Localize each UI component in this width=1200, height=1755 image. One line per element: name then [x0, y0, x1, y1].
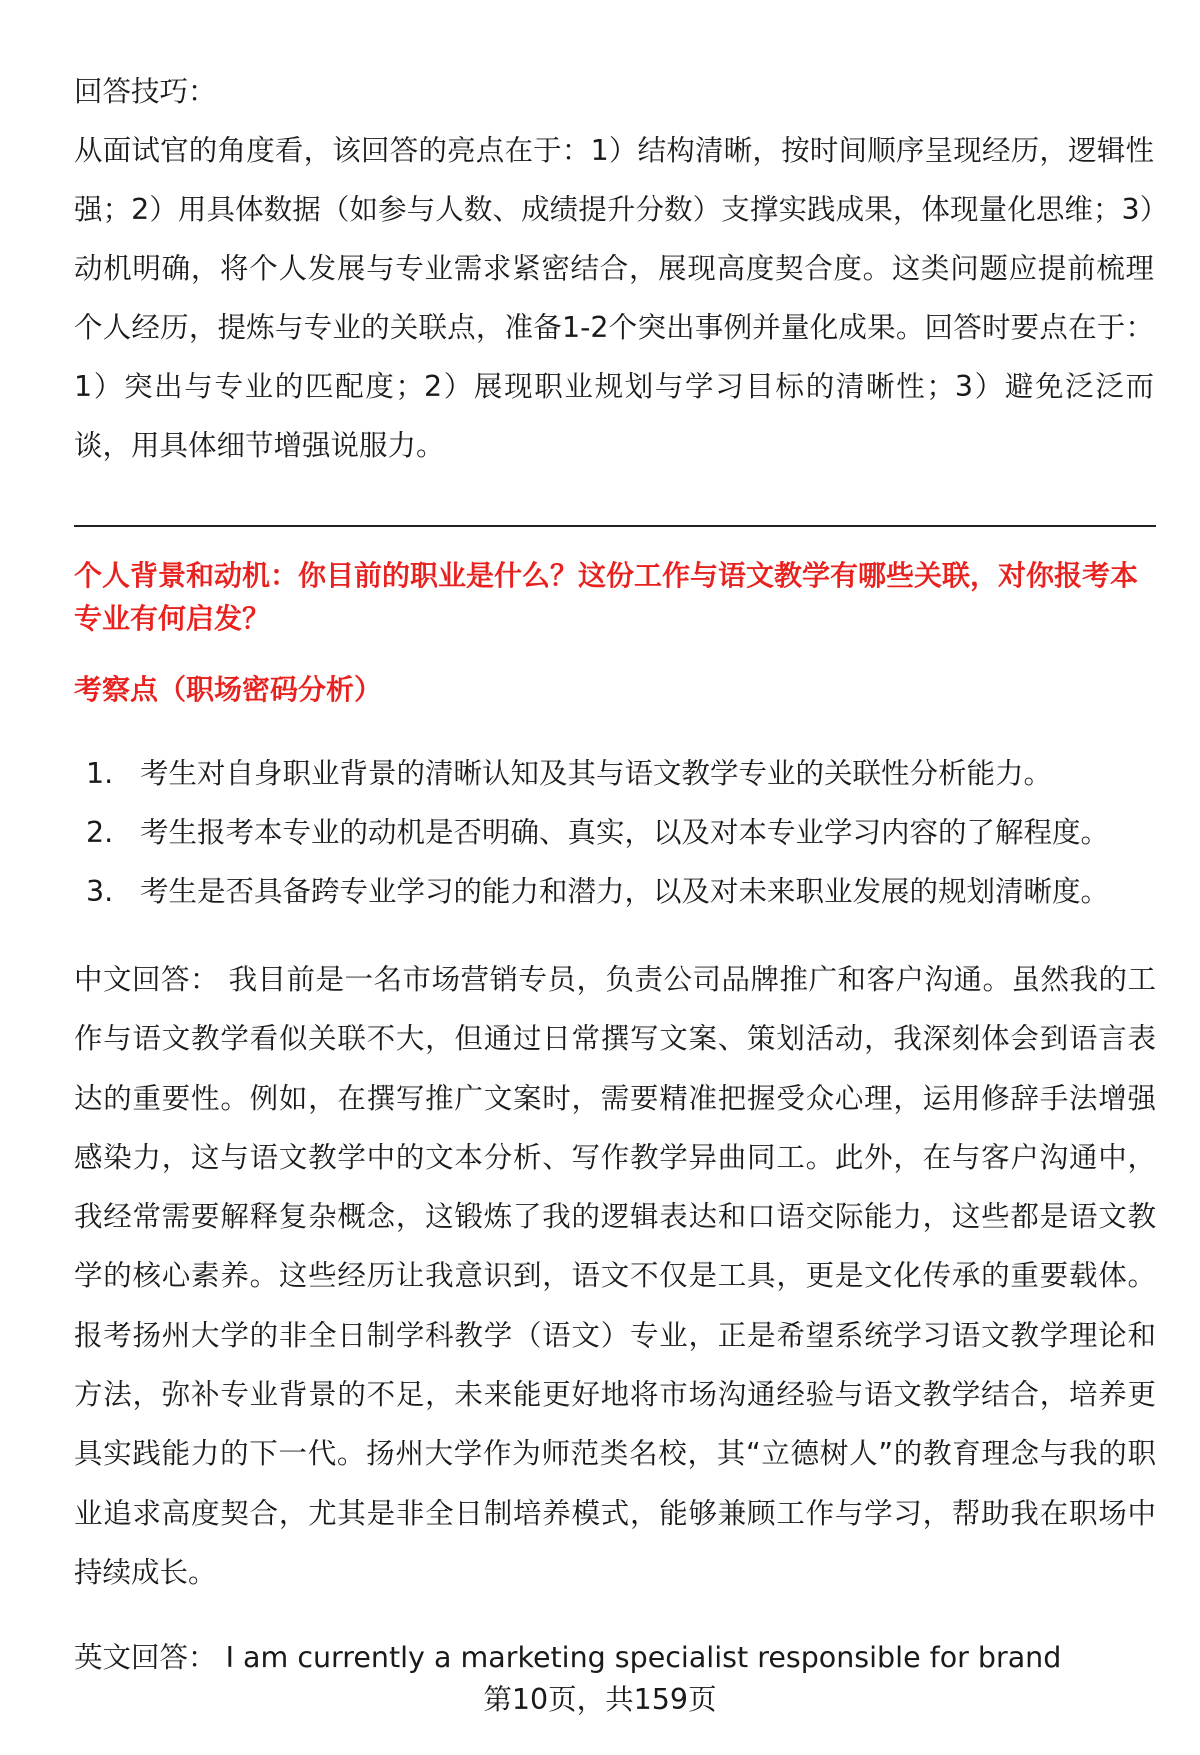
page-number: 第10页，共159页	[483, 1683, 717, 1716]
tips-section	[74, 62, 1154, 475]
question-title: 个人背景和动机：你目前的职业是什么？这份工作与语文教学有哪些关联，对你报考本专业有何启发？	[74, 559, 1139, 635]
assessment-points-list	[74, 744, 1164, 921]
english-answer	[74, 1638, 1164, 1678]
section-divider	[74, 525, 1156, 527]
list-item-text: 考生是否具备跨专业学习的能力和潜力，以及对未来职业发展的规划清晰度。	[140, 875, 1110, 908]
english-answer-label: 英文回答：	[74, 1641, 217, 1674]
list-item-number: 1.	[86, 757, 114, 790]
chinese-answer-body: 我目前是一名市场营销专员，负责公司品牌推广和客户沟通。虽然我的工作与语文教学看似关联不大，但通过日常撰写文案、策划活动，我深刻体会到语言表达的重要性。例如，在撰写推广文案时，需要精准把握受众心理，运用修辞手法增强感染力，这与语文教学中的文本分析、写作教学异曲同工。此外，在与客户沟通中，我经常需要解释复杂概念，这锻炼了我的逻辑表达和口语交际能力，这些都是语文教学的核心素养。这些经历让我意识到，语文不仅是工具，更是文化传承的重要载体。报考扬州大学的非全日制学科教学（语文）专业，正是希望系统学习语文教学理论和方法，弥补专业背景的不足，未来能更好地将市场沟通经验与语文教学结合，培养更具实践能力的下一代。扬州大学作为师范类名校，其“立德树人”的教育理念与我的职业追求高度契合，尤其是非全日制培养模式，能够兼顾工作与学习，帮助我在职场中持续成长。	[74, 963, 1156, 1589]
assessment-points-title: 考察点（职场密码分析）	[74, 673, 383, 706]
tips-label: 回答技巧：	[74, 75, 217, 108]
chinese-answer	[74, 950, 1156, 1602]
list-item	[74, 744, 1164, 803]
chinese-answer-label: 中文回答：	[74, 963, 219, 996]
list-item-number: 2.	[86, 816, 114, 849]
list-item	[74, 862, 1164, 921]
list-item	[74, 803, 1164, 862]
list-item-text: 考生对自身职业背景的清晰认知及其与语文教学专业的关联性分析能力。	[140, 757, 1053, 790]
list-item-text: 考生报考本专业的动机是否明确、真实，以及对本专业学习内容的了解程度。	[140, 816, 1110, 849]
list-item-number: 3.	[86, 875, 114, 908]
english-answer-body: I am currently a marketing specialist responsible for brand	[225, 1641, 1062, 1674]
tips-body: 从面试官的角度看，该回答的亮点在于：1）结构清晰，按时间顺序呈现经历，逻辑性强；2）用具体数据（如参与人数、成绩提升分数）支撑实践成果，体现量化思维；3）动机明确，将个人发展与专业需求紧密结合，展现高度契合度。这类问题应提前梳理个人经历，提炼与专业的关联点，准备1-2个突出事例并量化成果。回答时要点在于：1）突出与专业的匹配度；2）展现职业规划与学习目标的清晰性；3）避免泛泛而谈，用具体细节增强说服力。	[74, 134, 1154, 462]
